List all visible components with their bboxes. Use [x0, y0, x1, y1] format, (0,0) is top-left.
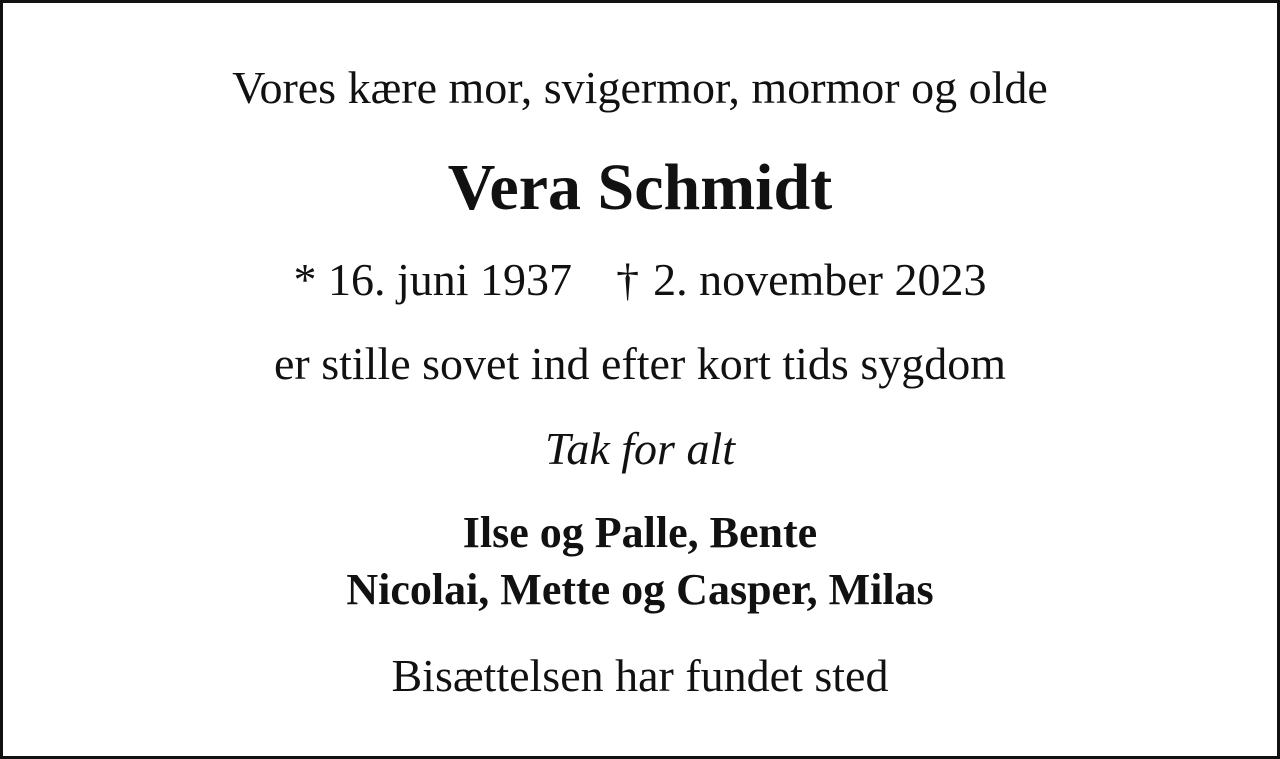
passing-message: er stille sovet ind efter kort tids sygdom	[273, 338, 1007, 389]
family-names-line-1: Ilse og Palle, Bente	[462, 508, 818, 557]
thanks-text: Tak for alt	[544, 423, 736, 474]
death-symbol: †	[616, 254, 640, 305]
family-names-line-2: Nicolai, Mette og Casper, Milas	[346, 565, 934, 614]
funeral-note: Bisættelsen har fundet sted	[391, 650, 889, 701]
deceased-name: Vera Schmidt	[447, 151, 833, 224]
death-date: 2. november 2023	[653, 254, 987, 305]
intro-text: Vores kære mor, svigermor, mormor og olde	[232, 62, 1048, 113]
birth-symbol: *	[293, 254, 317, 305]
birth-date: 16. juni 1937	[328, 254, 573, 305]
life-dates	[3, 254, 1277, 305]
